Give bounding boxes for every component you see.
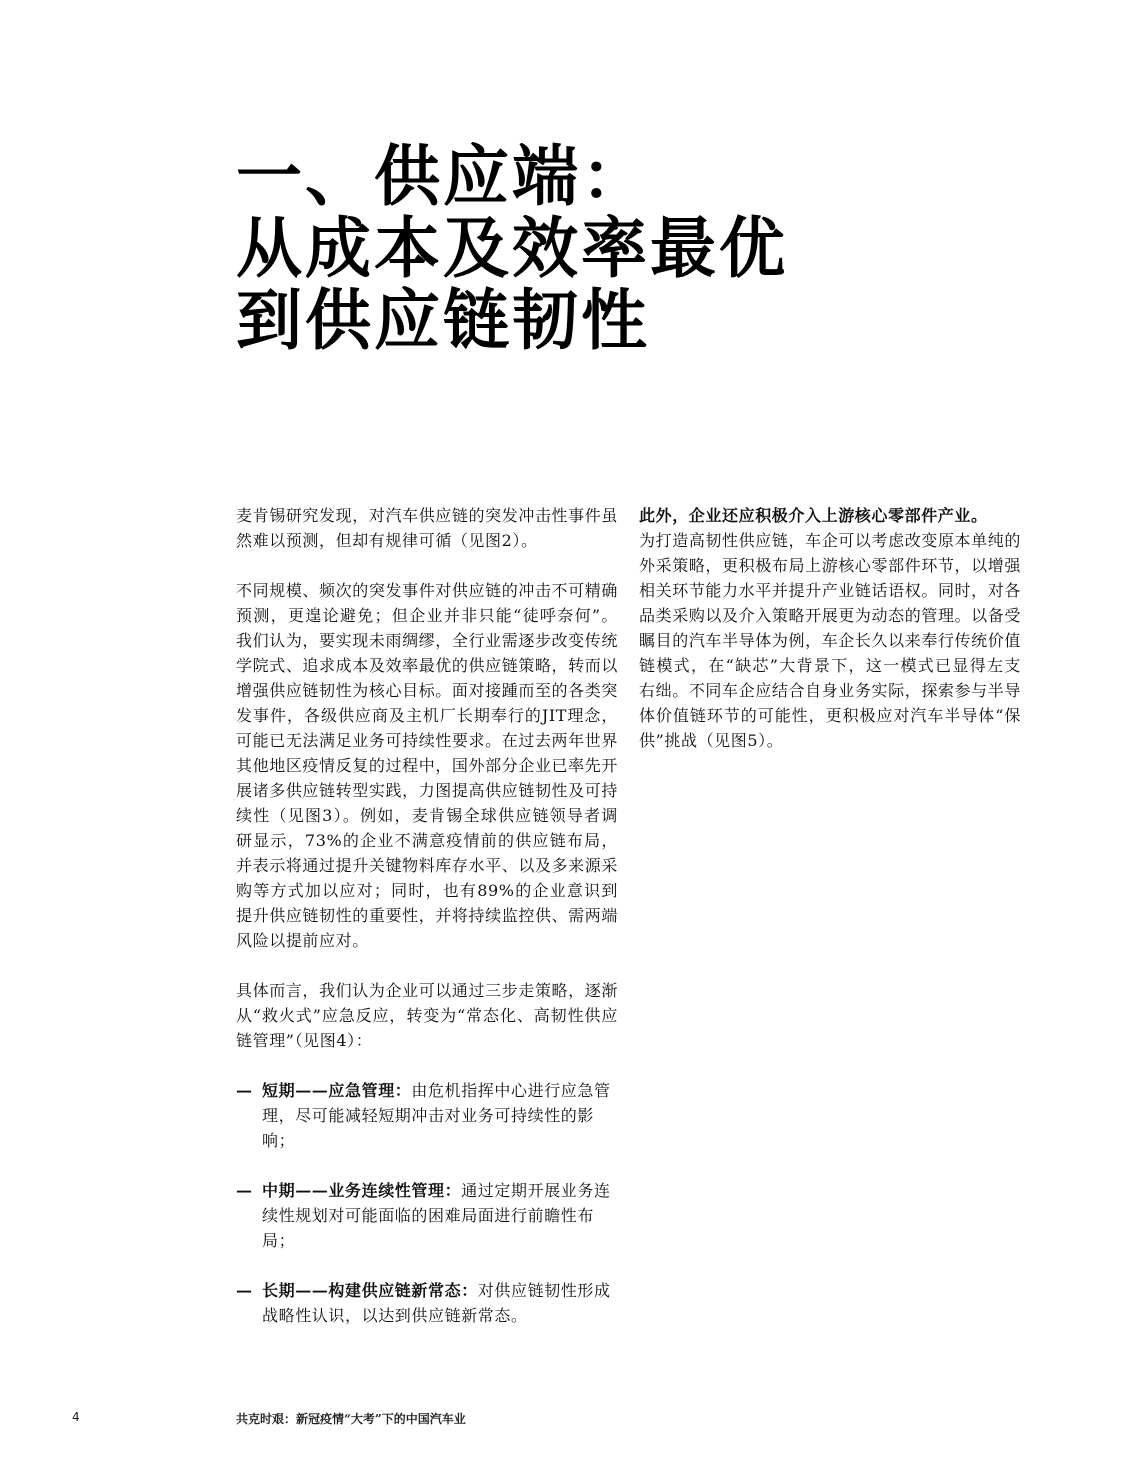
list-item-long-term bbox=[236, 1278, 618, 1328]
strategy-list bbox=[236, 1078, 618, 1328]
title-line-2: 从成本及效率最优 bbox=[236, 209, 788, 287]
bullet-text: 对供应链韧性形成战略性认识，以达到供应链新常态。 bbox=[262, 1281, 611, 1325]
right-body-text: 为打造高韧性供应链，车企可以考虑改变原本单纯的外采策略，更积极布局上游核心零部件环节，以增强相关环节能力水平并提升产业链话语权。同时，对各品类采购以及介入策略开展更为动态的管理。以备受瞩目的汽车半导体为例，车企长久以来奉行传统价值链模式，在“缺芯”大背景下，这一模式已显得左支右绌。不同车企应结合自身业务实际，探索参与半导体价值链环节的可能性，更积极应对汽车半导体“保供”挑战（见图5）。 bbox=[639, 531, 1021, 750]
footer-title: 共克时艰：新冠疫情“大考”下的中国汽车业 bbox=[236, 1412, 466, 1426]
bullet-text: 由危机指挥中心进行应急管理，尽可能减轻短期冲击对业务可持续性的影响； bbox=[262, 1081, 611, 1150]
dash-bullet: — bbox=[236, 1281, 253, 1300]
list-item-mid-term bbox=[236, 1178, 618, 1253]
bullet-text: 通过定期开展业务连续性规划对可能面临的困难局面进行前瞻性布局； bbox=[262, 1181, 611, 1250]
paragraph-3: 具体而言，我们认为企业可以通过三步走策略，逐渐从“救火式”应急反应，转变为“常态化、高韧性供应链管理”（见图4）： bbox=[236, 981, 618, 1050]
page-title bbox=[236, 137, 788, 359]
bullet-term: 短期——应急管理： bbox=[262, 1081, 412, 1100]
title-line-1: 一、供应端： bbox=[236, 137, 650, 215]
bullet-term: 中期——业务连续性管理： bbox=[262, 1181, 462, 1200]
right-paragraph bbox=[639, 503, 1021, 753]
page-number: 4 bbox=[72, 1410, 80, 1424]
bullet-term: 长期——构建供应链新常态： bbox=[262, 1281, 478, 1300]
right-column bbox=[639, 503, 1021, 778]
paragraph-2: 不同规模、频次的突发事件对供应链的冲击不可精确预测，更遑论避免；但企业并非只能“徒呼奈何”。我们认为，要实现未雨绸缪，全行业需逐步改变传统学院式、追求成本及效率最优的供应链策略，转而以增强供应链韧性为核心目标。面对接踵而至的各类突发事件，各级供应商及主机厂长期奉行的JIT理念，可能已无法满足业务可持续性要求。在过去两年世界其他地区疫情反复的过程中，国外部分企业已率先开展诸多供应链转型实践，力图提高供应链韧性及可持续性（见图3）。例如，麦肯锡全球供应链领导者调研显示，73%的企业不满意疫情前的供应链布局，并表示将通过提升关键物料库存水平、以及多来源采购等方式加以应对；同时，也有89%的企业意识到提升供应链韧性的重要性，并将持续监控供、需两端风险以提前应对。 bbox=[236, 581, 618, 950]
paragraph-1: 麦肯锡研究发现，对汽车供应链的突发冲击性事件虽然难以预测，但却有规律可循（见图2）。 bbox=[236, 506, 618, 550]
dash-bullet: — bbox=[236, 1181, 253, 1200]
list-item-short-term bbox=[236, 1078, 618, 1153]
dash-bullet: — bbox=[236, 1081, 253, 1100]
right-lead-sentence: 此外，企业还应积极介入上游核心零部件产业。 bbox=[639, 506, 988, 525]
left-column bbox=[236, 503, 618, 1353]
title-line-3: 到供应链韧性 bbox=[236, 281, 650, 359]
